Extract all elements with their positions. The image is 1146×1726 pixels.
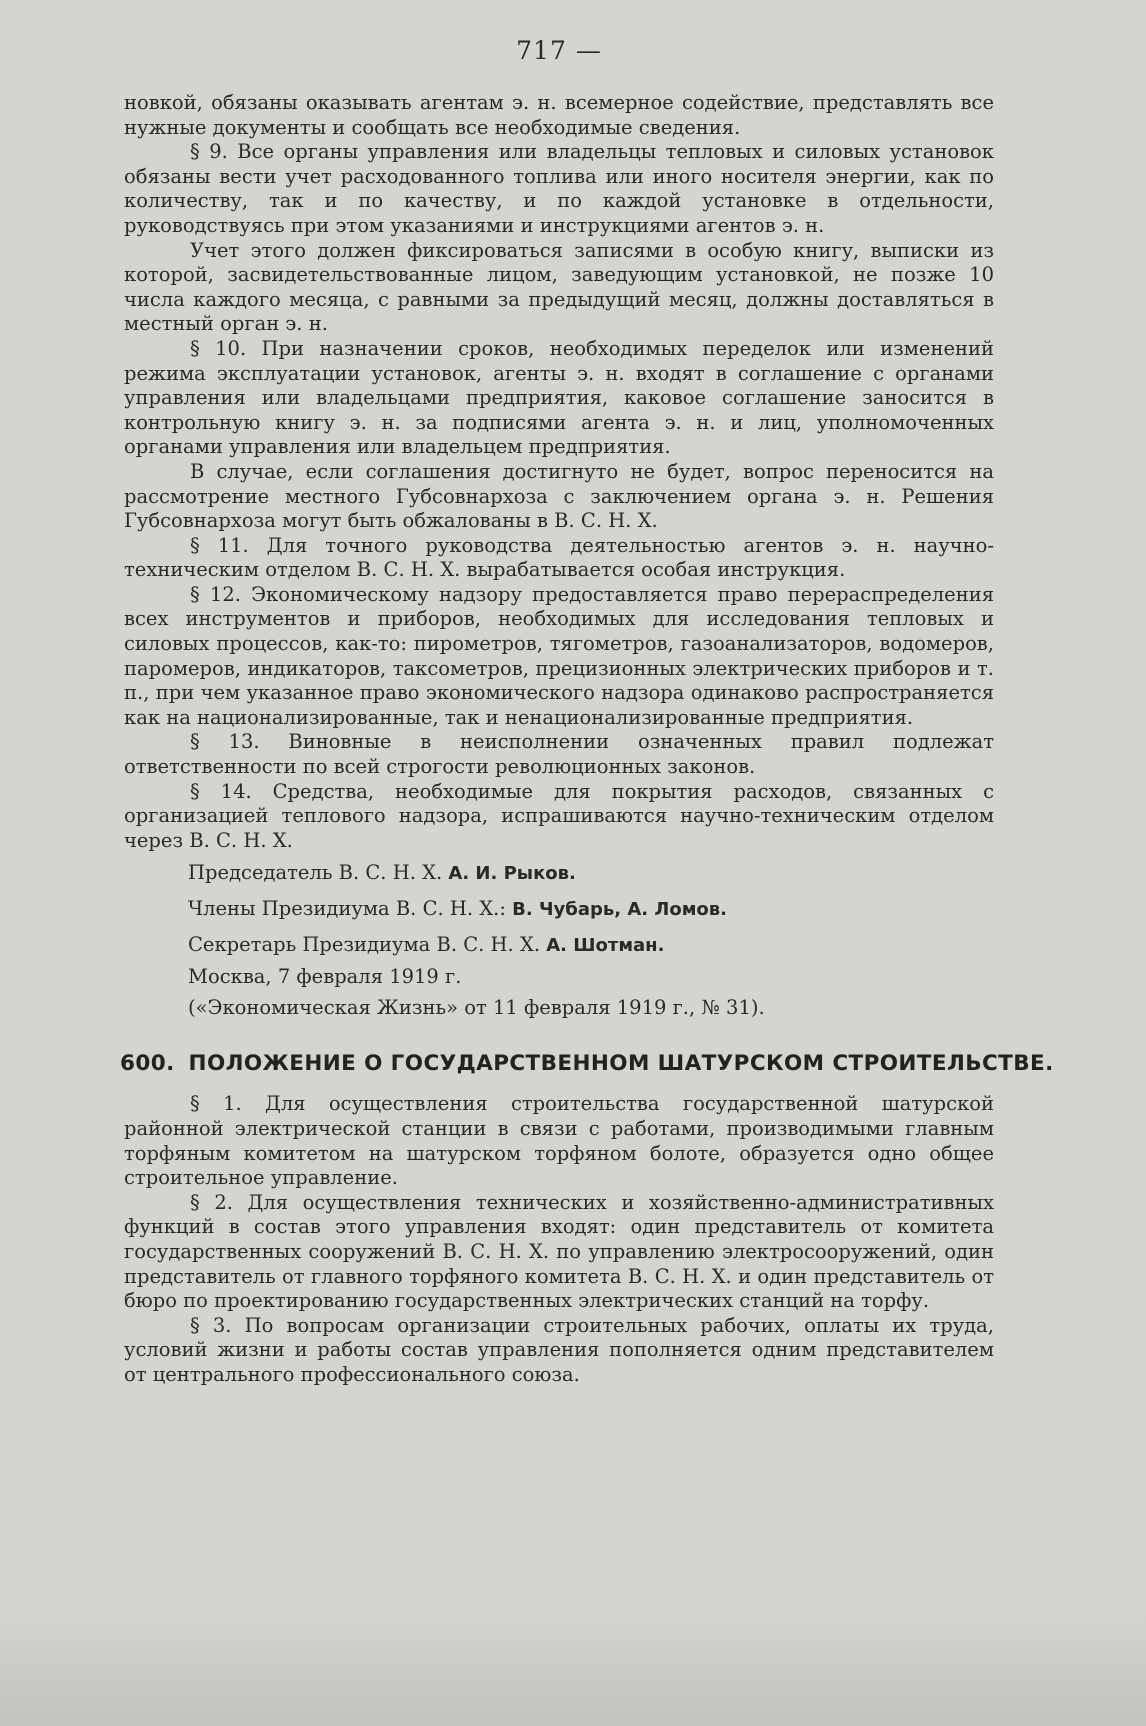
section-number: 600. [120,1051,175,1077]
paragraph-s13: § 13. Виновные в неисполнении означенных правил подлежат ответственности по всей строгости революционных законов. [124,730,994,779]
signature-name: А. И. Рыков. [448,863,576,885]
paragraph-s10: § 10. При назначении сроков, необходимых переделок или изменений режима эксплуатации установок, агенты э. н. входят в соглашение с органами управления или владельцами предприятия, каковое соглашение заносится в контрольную книгу э. н. за подписями агента э. н. и лиц, уполномоченных органами управления или владельцем предприятия. [124,336,994,459]
paragraph-s9: § 9. Все органы управления или владельцы тепловых и силовых установок обязаны вести учет расходованного топлива или иного носителя энергии, как по количеству, так и по качеству, и по каждой установке в отдельности, руководствуясь при этом указаниями и инструкциями агентов э. н. [124,140,994,237]
paragraph-s11: § 11. Для точного руководства деятельностью агентов э. н. научно-техническим отделом В. С. Н. Х. вырабатывается особая инструкция. [124,533,994,582]
signature-name: А. Шотман. [546,935,665,957]
signature-name: В. Чубарь, А. Ломов. [512,899,728,921]
page-number: 717 — [516,36,602,65]
signature-role: Секретарь Президиума В. С. Н. Х. [188,933,541,957]
paragraph-disagreement: В случае, если соглашения достигнуто не будет, вопрос переносится на рассмотрение местного Губсовнархоза с заключением органа э. н. Решения Губсовнархоза могут быть обжалованы в В. С. Н. Х. [124,459,994,533]
paragraph-s3: § 3. По вопросам организации строительных рабочих, оплаты их труда, условий жизни и работы состав управления пополняется одним представителем от центрального профессионального союза. [124,1313,994,1386]
page-shadow [0,1606,1146,1726]
section-heading [120,1051,1054,1077]
paragraph-accounting: Учет этого должен фиксироваться записями в особую книгу, выписки из которой, засвидетельствованные лицом, заведующим установкой, не позже 10 числа каждого месяца, с равными за предыдущий месяц, должны доставляться в местный орган э. н. [124,238,994,336]
signature-chairman [124,857,994,889]
paragraph-s1: § 1. Для осуществления строительства государственной шатурской районной электрической станции в связи с работами, производимыми главным торфяным комитетом на шатурском торфяном болоте, образуется одно общее строительное управление. [124,1092,994,1190]
signature-members [124,893,994,925]
source-line: («Экономическая Жизнь» от 11 февраля 1919 г., № 31). [188,996,765,1020]
section-title: ПОЛОЖЕНИЕ О ГОСУДАРСТВЕННОМ ШАТУРСКОМ СТРОИТЕЛЬСТВЕ. [188,1051,1054,1077]
signature-secretary [124,929,994,961]
signature-role: Председатель В. С. Н. Х. [188,861,443,885]
paragraph-s14: § 14. Средства, необходимые для покрытия расходов, связанных с организацией теплового надзора, испрашиваются научно-техническим отделом через В. С. Н. Х. [124,779,994,852]
signature-role: Члены Президиума В. С. Н. Х.: [188,897,506,921]
paragraph-s12: § 12. Экономическому надзору предоставляется право перераспределения всех инструментов и приборов, необходимых для исследования тепловых и силовых процессов, как-то: пирометров, тягометров, газоанализаторов, водомеров, паромеров, индикаторов, таксометров, прецизионных электрических приборов и т. п., при чем указанное право экономического надзора одинаково распространяется как на национализированные, так и ненационализированные предприятия. [124,582,994,729]
date-line: Москва, 7 февраля 1919 г. [188,965,462,989]
paragraph-continuation: новкой, обязаны оказывать агентам э. н. всемерное содействие, представлять все нужные документы и сообщать все необходимые сведения. [124,91,994,139]
paragraph-s2: § 2. Для осуществления технических и хозяйственно-административных функций в состав этого управления входят: один представитель от комитета государственных сооружений В. С. Н. Х. по управлению электросооружений, один представитель от главного торфяного комитета В. С. Н. Х. и один представитель от бюро по проектированию государственных электрических станций на торфу. [124,1190,994,1313]
